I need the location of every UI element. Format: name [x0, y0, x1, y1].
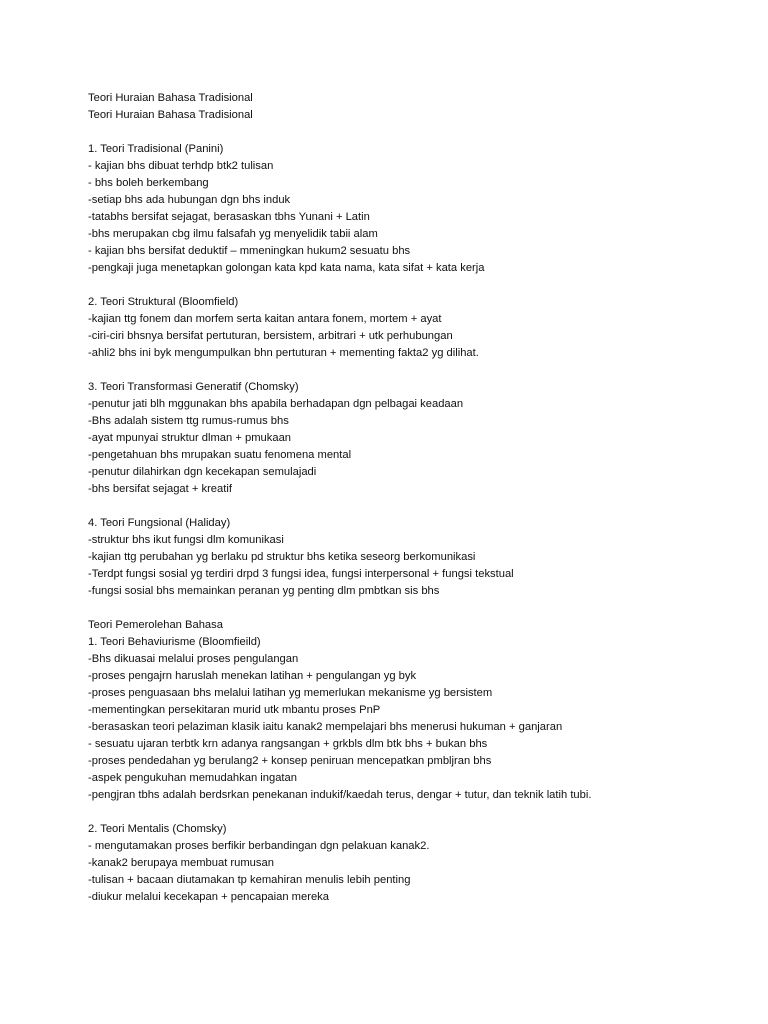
- section-heading: 3. Teori Transformasi Generatif (Chomsky): [88, 381, 299, 393]
- list-item: - bhs boleh berkembang: [88, 177, 209, 189]
- section-heading: 4. Teori Fungsional (Haliday): [88, 517, 231, 529]
- list-item: -pengjran tbhs adalah berdsrkan penekanan indukif/kaedah terus, dengar + tutur, dan teknik latih tubi.: [88, 789, 592, 801]
- list-item: -ciri-ciri bhsnya bersifat pertuturan, bersistem, arbitrari + utk perhubungan: [88, 330, 453, 342]
- list-item: -Terdpt fungsi sosial yg terdiri drpd 3 fungsi idea, fungsi interpersonal + fungsi tekstual: [88, 568, 514, 580]
- list-item: -penutur dilahirkan dgn kecekapan semulajadi: [88, 466, 317, 478]
- part-two-title: Teori Pemerolehan Bahasa: [88, 619, 223, 631]
- list-item: -bhs bersifat sejagat + kreatif: [88, 483, 232, 495]
- list-item: -diukur melalui kecekapan + pencapaian mereka: [88, 891, 329, 903]
- list-item: -kajian ttg perubahan yg berlaku pd struktur bhs ketika seseorg berkomunikasi: [88, 551, 476, 563]
- list-item: - sesuatu ujaran terbtk krn adanya rangsangan + grkbls dlm btk bhs + bukan bhs: [88, 738, 488, 750]
- list-item: -penutur jati blh mggunakan bhs apabila berhadapan dgn pelbagai keadaan: [88, 398, 464, 410]
- list-item: -proses pengajrn haruslah menekan latihan + pengulangan yg byk: [88, 670, 417, 682]
- list-item: -berasaskan teori pelaziman klasik iaitu kanak2 mempelajari bhs menerusi hukuman + ganjaran: [88, 721, 563, 733]
- spacer: [88, 277, 748, 294]
- section-heading: 2. Teori Struktural (Bloomfield): [88, 296, 239, 308]
- list-item: - kajian bhs bersifat deduktif – mmeningkan hukum2 sesuatu bhs: [88, 245, 411, 257]
- spacer: [88, 498, 748, 515]
- list-item: -tulisan + bacaan diutamakan tp kemahiran menulis lebih penting: [88, 874, 411, 886]
- list-item: -Bhs adalah sistem ttg rumus-rumus bhs: [88, 415, 289, 427]
- list-item: -pengetahuan bhs mrupakan suatu fenomena mental: [88, 449, 352, 461]
- list-item: - kajian bhs dibuat terhdp btk2 tulisan: [88, 160, 274, 172]
- list-item: -bhs merupakan cbg ilmu falsafah yg menyelidik tabii alam: [88, 228, 378, 240]
- list-item: -ayat mpunyai struktur dlman + pmukaan: [88, 432, 292, 444]
- list-item: -mementingkan persekitaran murid utk mbantu proses PnP: [88, 704, 381, 716]
- section-heading: 1. Teori Behaviurisme (Bloomfieild): [88, 636, 261, 648]
- list-item: -struktur bhs ikut fungsi dlm komunikasi: [88, 534, 284, 546]
- list-item: -Bhs dikuasai melalui proses pengulangan: [88, 653, 299, 665]
- document-title: Teori Huraian Bahasa Tradisional: [88, 92, 253, 104]
- list-item: -fungsi sosial bhs memainkan peranan yg penting dlm pmbtkan sis bhs: [88, 585, 440, 597]
- list-item: - mengutamakan proses berfikir berbandingan dgn pelakuan kanak2.: [88, 840, 430, 852]
- section-heading: 2. Teori Mentalis (Chomsky): [88, 823, 227, 835]
- spacer: [88, 124, 748, 141]
- list-item: -pengkaji juga menetapkan golongan kata kpd kata nama, kata sifat + kata kerja: [88, 262, 485, 274]
- document-subtitle: Teori Huraian Bahasa Tradisional: [88, 109, 253, 121]
- spacer: [88, 600, 748, 617]
- spacer: [88, 362, 748, 379]
- list-item: -proses pendedahan yg berulang2 + konsep peniruan mencepatkan pmbljran bhs: [88, 755, 492, 767]
- list-item: -ahli2 bhs ini byk mengumpulkan bhn pertuturan + mementing fakta2 yg dilihat.: [88, 347, 479, 359]
- list-item: -proses penguasaan bhs melalui latihan yg memerlukan mekanisme yg bersistem: [88, 687, 493, 699]
- list-item: -aspek pengukuhan memudahkan ingatan: [88, 772, 297, 784]
- list-item: -setiap bhs ada hubungan dgn bhs induk: [88, 194, 291, 206]
- list-item: -kajian ttg fonem dan morfem serta kaitan antara fonem, mortem + ayat: [88, 313, 442, 325]
- list-item: -tatabhs bersifat sejagat, berasaskan tbhs Yunani + Latin: [88, 211, 370, 223]
- section-heading: 1. Teori Tradisional (Panini): [88, 143, 224, 155]
- list-item: -kanak2 berupaya membuat rumusan: [88, 857, 274, 869]
- spacer: [88, 804, 748, 821]
- document-body: [88, 90, 748, 906]
